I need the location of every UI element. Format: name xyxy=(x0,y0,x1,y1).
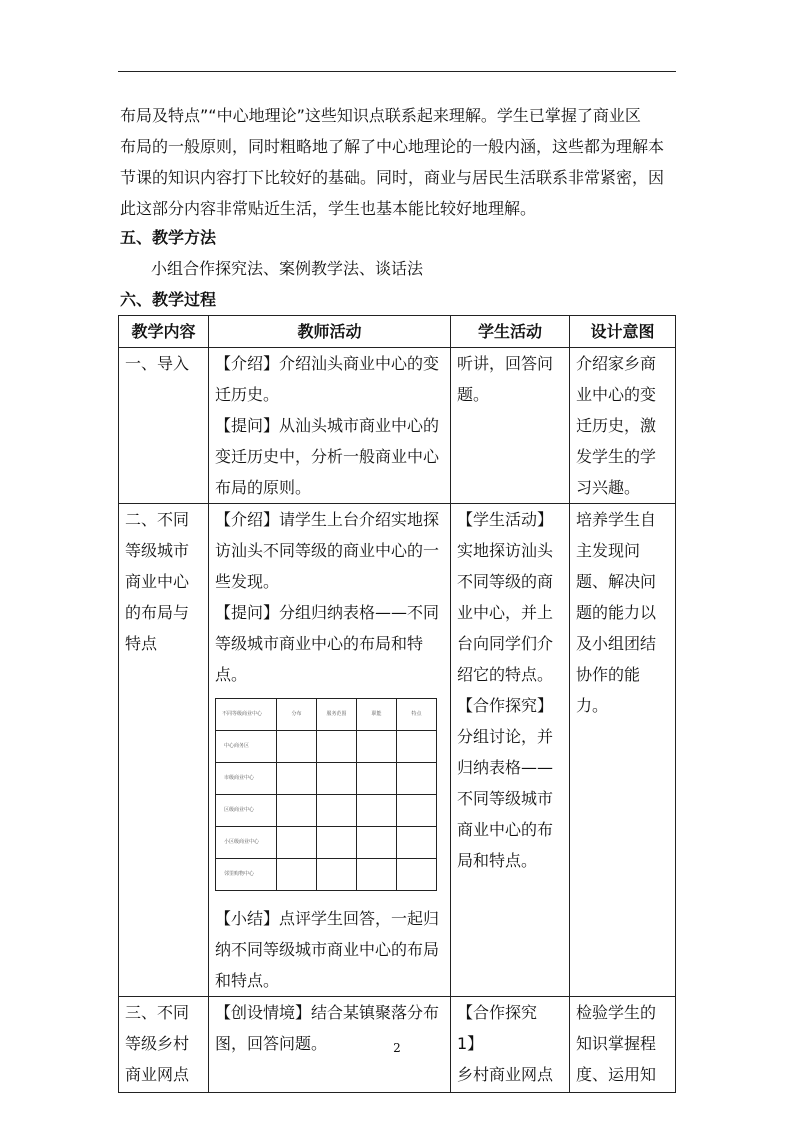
design-line: 题的能力以 xyxy=(576,603,657,622)
mini-table-header-cell: 特点 xyxy=(397,699,437,731)
design-line: 主发现问 xyxy=(576,541,641,560)
mini-table-empty-cell xyxy=(357,859,397,891)
mini-table-empty-cell xyxy=(397,763,437,795)
mini-table-empty-cell xyxy=(357,763,397,795)
design-line: 及小组团结 xyxy=(576,634,657,653)
mini-table-row-label: 市级商业中心 xyxy=(216,763,277,795)
mini-table-empty-cell xyxy=(317,859,357,891)
header-rule xyxy=(118,71,676,72)
teacher-line: 【提问】分组归纳表格——不同 xyxy=(215,603,440,622)
content-line: 三、不同 xyxy=(125,1003,190,1022)
section6-heading: 六、教学过程 xyxy=(120,290,217,309)
teacher-line: 迁历史。 xyxy=(215,385,280,404)
header-cell: 学生活动 xyxy=(451,316,570,348)
teacher-line: 纳不同等级城市商业中心的布局 xyxy=(215,940,440,959)
mini-table-empty-cell xyxy=(277,859,317,891)
header-cell: 教学内容 xyxy=(119,316,209,348)
teaching-process-table xyxy=(118,315,676,1093)
teacher-line: 【介绍】请学生上台介绍实地探 xyxy=(215,510,440,529)
design-line: 培养学生自 xyxy=(576,510,657,529)
teacher-line: 图，回答问题。 xyxy=(215,1034,328,1053)
teacher-line: 和特点。 xyxy=(215,971,280,990)
teacher-line: 等级城市商业中心的布局和特 xyxy=(215,634,424,653)
mini-table-row xyxy=(216,731,437,763)
content-line: 一、导入 xyxy=(125,354,190,373)
teacher-line: 【小结】点评学生回答，一起归 xyxy=(215,909,440,928)
mini-table-row-label: 邻里购物中心 xyxy=(216,859,277,891)
student-line: 台向同学们介 xyxy=(457,634,554,653)
content-line: 等级城市 xyxy=(125,541,190,560)
content-cell xyxy=(119,348,209,504)
student-line: 【合作探究 xyxy=(457,1003,538,1022)
design-line: 发学生的学 xyxy=(576,447,657,466)
teacher-line: 访汕头不同等级的商业中心的一 xyxy=(215,541,440,560)
content-line: 等级乡村 xyxy=(125,1034,190,1053)
intro-line: 布局的一般原则，同时粗略地了解了中心地理论的一般内涵，这些都为理解本 xyxy=(120,137,665,156)
design-line: 知识掌握程 xyxy=(576,1034,657,1053)
design-line: 介绍家乡商 xyxy=(576,354,657,373)
design-cell xyxy=(570,348,676,504)
mini-table-empty-cell xyxy=(317,731,357,763)
design-line: 度、运用知 xyxy=(576,1065,657,1084)
mini-table-empty-cell xyxy=(397,827,437,859)
content-line: 商业中心 xyxy=(125,572,190,591)
teacher-line: 点。 xyxy=(215,665,248,684)
content-cell xyxy=(119,504,209,997)
mini-table-row xyxy=(216,827,437,859)
mini-table-header-cell: 不同等级商业中心 xyxy=(216,699,277,731)
intro-line: 节课的知识内容打下比较好的基础。同时，商业与居民生活联系非常紧密，因 xyxy=(120,168,665,187)
intro-paragraph xyxy=(120,100,680,224)
design-cell xyxy=(570,504,676,997)
content-line: 的布局与 xyxy=(125,603,190,622)
mini-table-row-label: 小区级商业中心 xyxy=(216,827,277,859)
mini-table-header-row xyxy=(216,699,437,731)
student-line: 绍它的特点。 xyxy=(457,665,554,684)
mini-table-empty-cell xyxy=(357,731,397,763)
student-line: 1】 xyxy=(457,1034,484,1053)
design-line: 协作的能 xyxy=(576,665,641,684)
header-cell: 教师活动 xyxy=(209,316,451,348)
mini-table-empty-cell xyxy=(317,795,357,827)
intro-line: 此这部分内容非常贴近生活，学生也基本能比较好地理解。 xyxy=(120,199,537,218)
mini-table-empty-cell xyxy=(277,731,317,763)
student-line: 归纳表格—— xyxy=(457,758,554,777)
mini-table-row xyxy=(216,763,437,795)
mini-table-empty-cell xyxy=(357,827,397,859)
design-line: 迁历史，激 xyxy=(576,416,657,435)
section5-heading: 五、教学方法 xyxy=(120,228,217,247)
mini-table-row xyxy=(216,795,437,827)
student-line: 不同等级的商 xyxy=(457,572,554,591)
mini-table-header-cell: 服务范围 xyxy=(317,699,357,731)
mini-table-empty-cell xyxy=(317,827,357,859)
student-line: 实地探访汕头 xyxy=(457,541,554,560)
teacher-line: 【创设情境】结合某镇聚落分布 xyxy=(215,1003,440,1022)
student-line: 题。 xyxy=(457,385,490,404)
mini-table-empty-cell xyxy=(397,795,437,827)
teacher-line: 变迁历史中，分析一般商业中心 xyxy=(215,447,440,466)
design-line: 习兴趣。 xyxy=(576,478,641,497)
student-line: 听讲，回答问 xyxy=(457,354,554,373)
student-line: 【学生活动】 xyxy=(457,510,554,529)
mini-table-empty-cell xyxy=(277,827,317,859)
student-line: 分组讨论，并 xyxy=(457,727,554,746)
mini-table-empty-cell xyxy=(277,763,317,795)
student-line: 乡村商业网点 xyxy=(457,1065,554,1084)
student-line: 不同等级城市 xyxy=(457,789,554,808)
student-line: 局和特点。 xyxy=(457,851,538,870)
intro-line: 布局及特点”“中心地理论”这些知识点联系起来理解。学生已掌握了商业区 xyxy=(120,106,641,125)
table-row xyxy=(119,348,676,504)
teacher-line: 【介绍】介绍汕头商业中心的变 xyxy=(215,354,440,373)
header-cell: 设计意图 xyxy=(570,316,676,348)
mini-table-empty-cell xyxy=(357,795,397,827)
design-line: 检验学生的 xyxy=(576,1003,657,1022)
mini-table-header-cell: 分布 xyxy=(277,699,317,731)
student-line: 商业中心的布 xyxy=(457,820,554,839)
mini-table-empty-cell xyxy=(397,859,437,891)
mini-table-header-cell: 职能 xyxy=(357,699,397,731)
teacher-cell xyxy=(209,504,451,997)
mini-table-row xyxy=(216,859,437,891)
content-line: 商业网点 xyxy=(125,1065,190,1084)
mini-table-empty-cell xyxy=(317,763,357,795)
mini-table-empty-cell xyxy=(397,731,437,763)
design-line: 题、解决问 xyxy=(576,572,657,591)
student-cell xyxy=(451,348,570,504)
student-line: 业中心，并上 xyxy=(457,603,554,622)
student-cell xyxy=(451,504,570,997)
mini-table-row-label: 区级商业中心 xyxy=(216,795,277,827)
student-line: 【合作探究】 xyxy=(457,696,554,715)
teacher-line: 些发现。 xyxy=(215,572,280,591)
table-row xyxy=(119,504,676,997)
teacher-cell xyxy=(209,348,451,504)
summary-form-table xyxy=(215,698,437,891)
teacher-line: 【提问】从汕头城市商业中心的 xyxy=(215,416,440,435)
mini-table-empty-cell xyxy=(277,795,317,827)
teaching-methods-text: 小组合作探究法、案例教学法、谈话法 xyxy=(151,259,424,278)
page-number: 2 xyxy=(393,1041,401,1055)
design-line: 业中心的变 xyxy=(576,385,657,404)
content-line: 二、不同 xyxy=(125,510,190,529)
table-header-row xyxy=(119,316,676,348)
content-line: 特点 xyxy=(125,634,158,653)
design-line: 力。 xyxy=(576,696,609,715)
mini-table-row-label: 中心商务区 xyxy=(216,731,277,763)
teacher-line: 布局的原则。 xyxy=(215,478,312,497)
